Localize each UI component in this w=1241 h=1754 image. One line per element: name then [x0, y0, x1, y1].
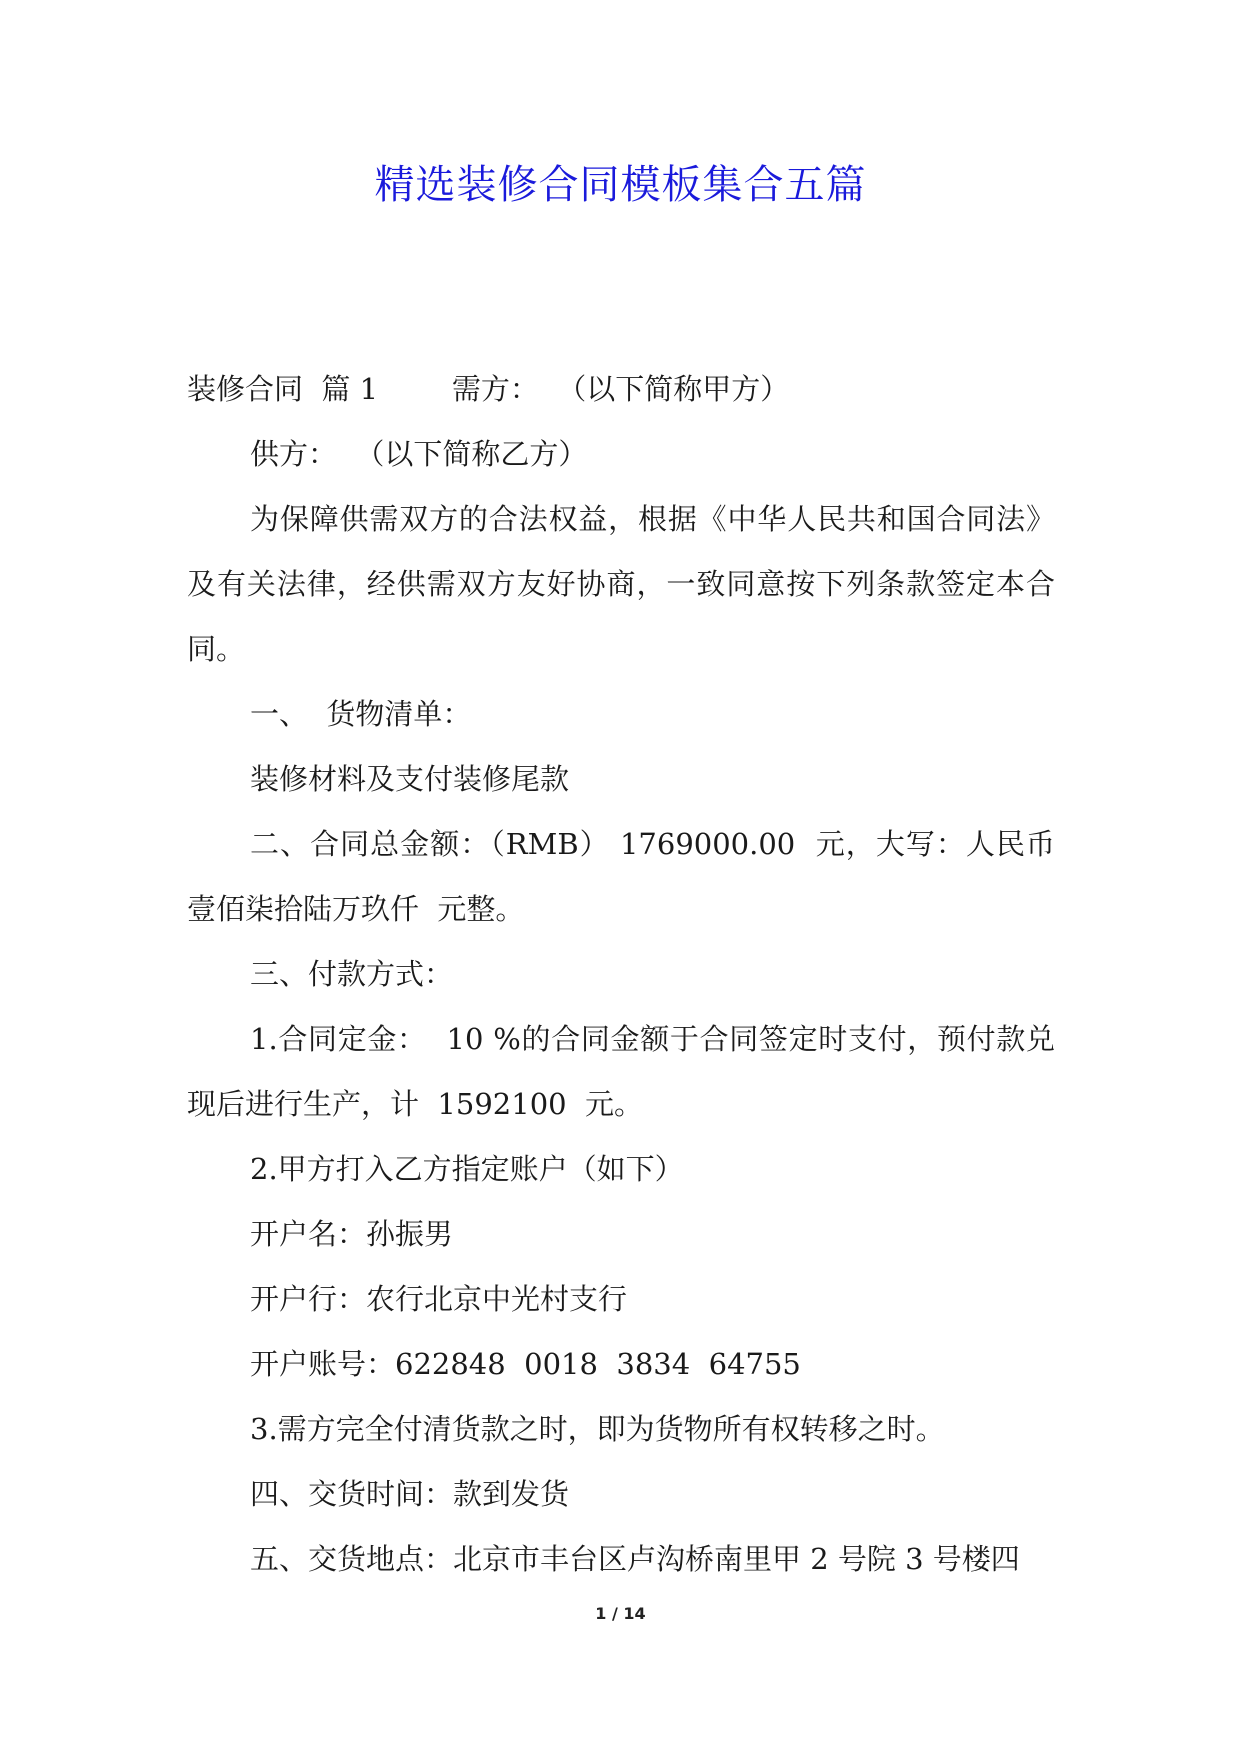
paragraph-delivery-location: 五、交货地点：北京市丰台区卢沟桥南里甲 2 号院 3 号楼四 [250, 1542, 1020, 1576]
paragraph-supplier: 供方： （以下简称乙方） [250, 437, 588, 471]
paragraph-deposit: 1.合同定金： 10 %的合同金额于合同签定时支付，预付款兑现后进行生产，计 1592100 元。 [187, 1022, 1055, 1121]
paragraph-goods-list-heading: 一、 货物清单： [250, 697, 472, 731]
paragraph-delivery-time: 四、交货时间：款到发货 [250, 1477, 570, 1511]
paragraph-goods-list: 装修材料及支付装修尾款 [250, 762, 570, 796]
paragraph-ownership-transfer: 3.需方完全付清货款之时，即为货物所有权转移之时。 [250, 1412, 945, 1446]
paragraph-preamble: 为保障供需双方的合法权益，根据《中华人民共和国合同法》及有关法律，经供需双方友好协商，一致同意按下列条款签定本合同。 [187, 502, 1055, 666]
page-number: 1 / 14 [595, 1604, 646, 1623]
paragraph-total-amount: 二、合同总金额：（RMB） 1769000.00 元，大写：人民币 壹佰柒拾陆万玖仟 元整。 [187, 827, 1074, 926]
paragraph-account-name: 开户名：孙振男 [250, 1217, 454, 1251]
document-title: 精选装修合同模板集合五篇 [374, 162, 867, 208]
paragraph-account-intro: 2.甲方打入乙方指定账户（如下） [250, 1152, 684, 1186]
paragraph-account-bank: 开户行：农行北京中光村支行 [250, 1282, 628, 1316]
paragraph-account-number: 开户账号：622848 0018 3834 64755 [250, 1347, 801, 1381]
document-body [187, 357, 1074, 1592]
paragraph-contract-header: 装修合同 篇 1 需方： （以下简称甲方） [187, 372, 790, 406]
paragraph-payment-heading: 三、付款方式： [250, 957, 454, 991]
